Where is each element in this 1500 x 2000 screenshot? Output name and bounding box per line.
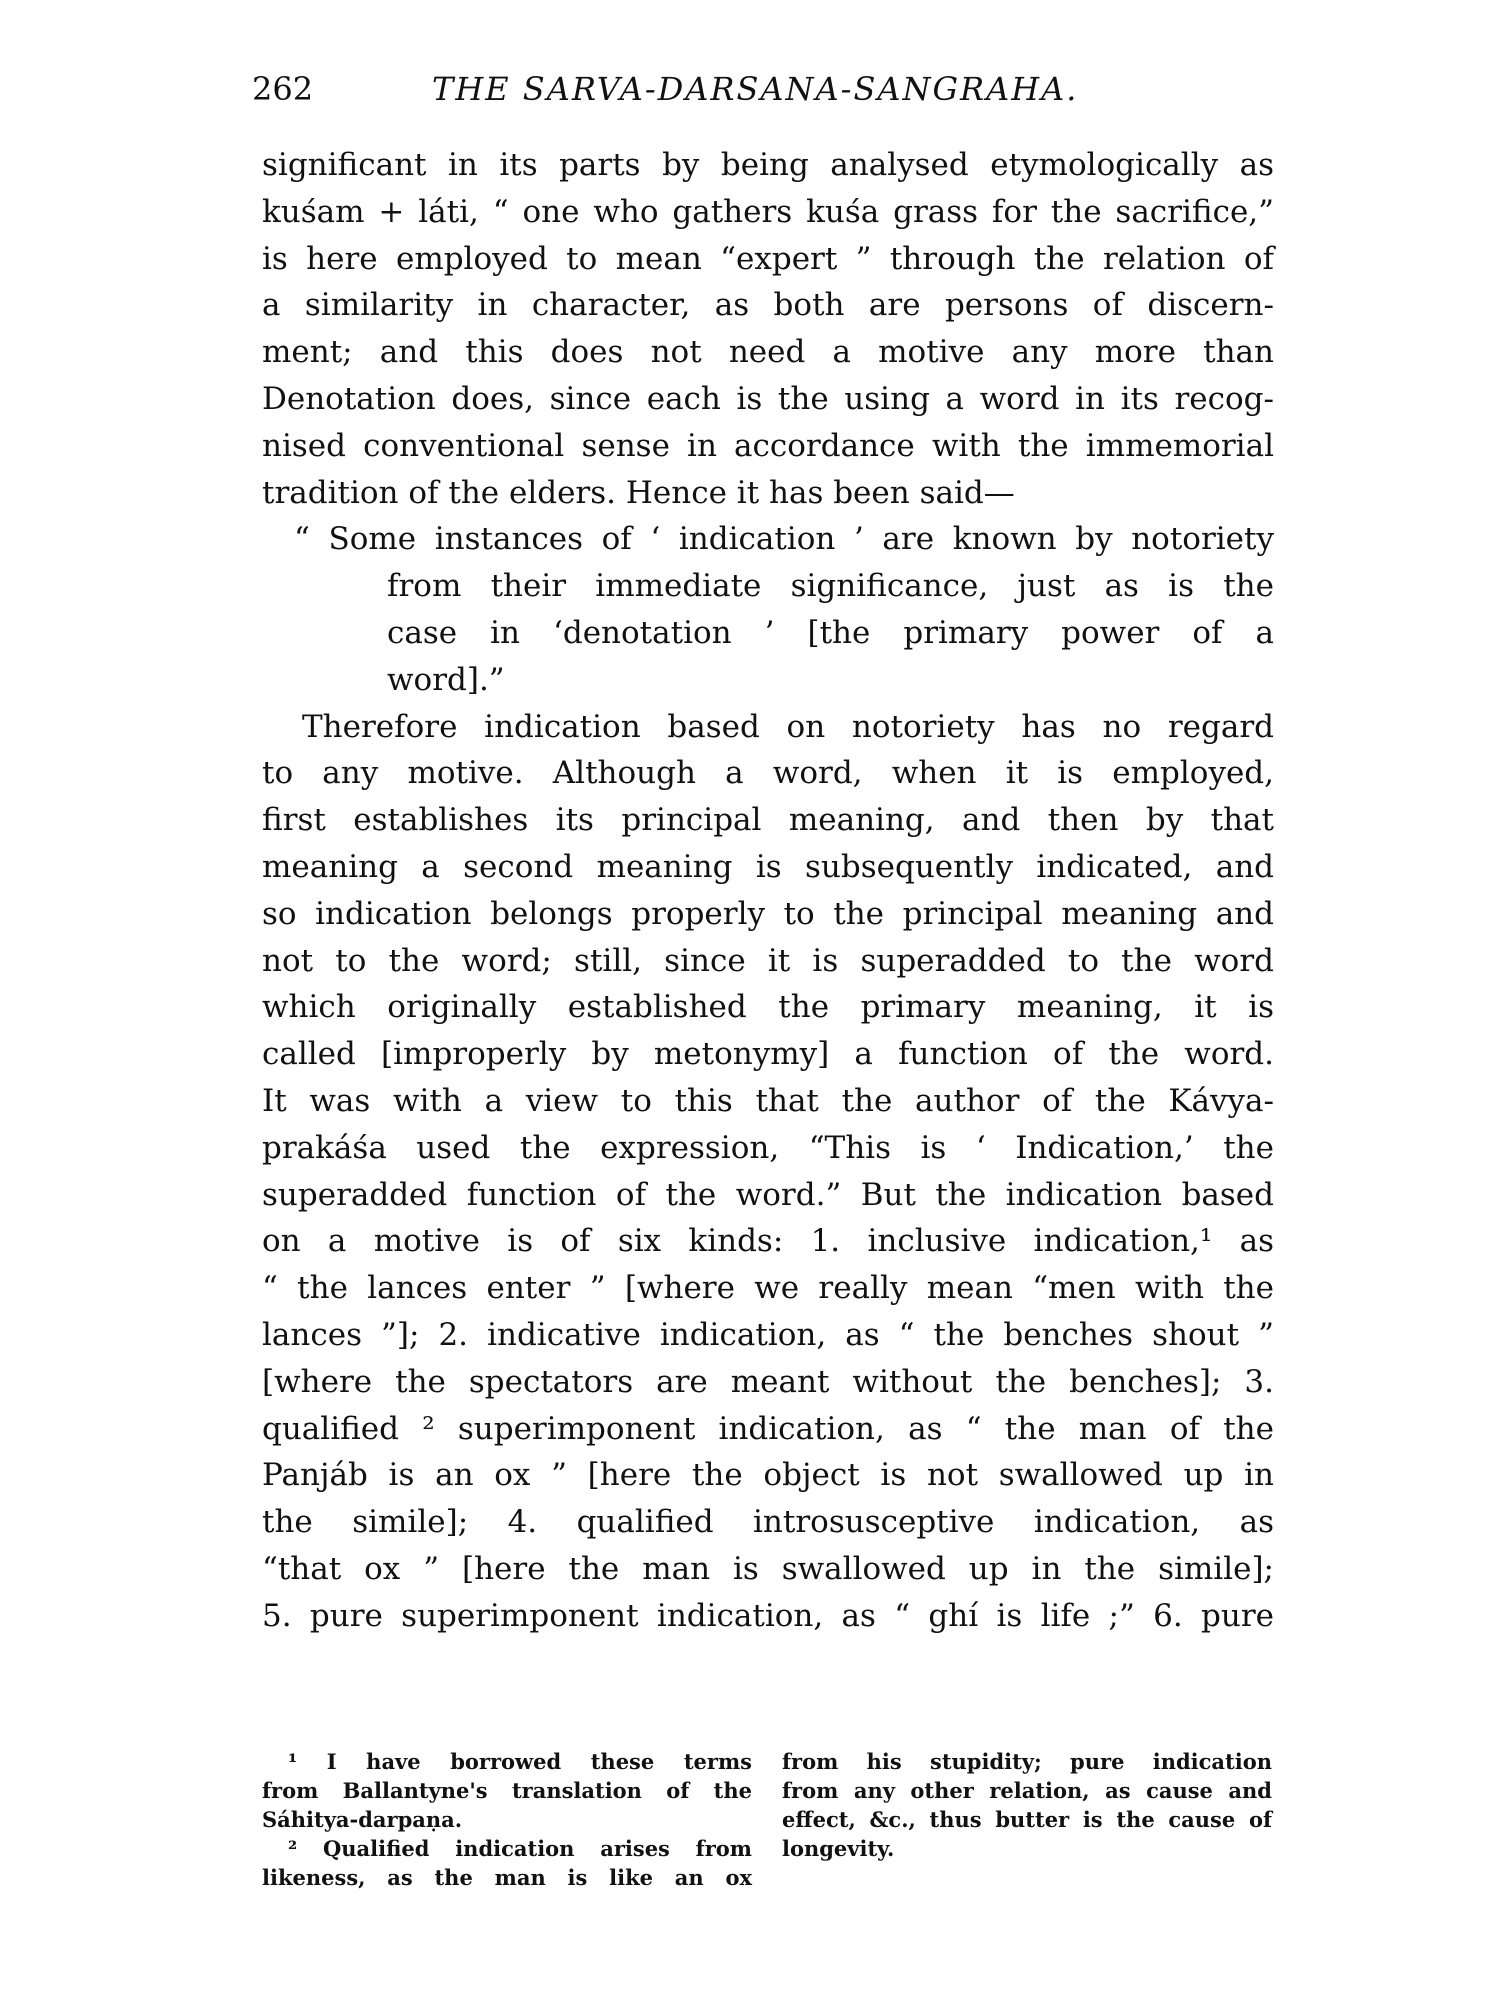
text-line: prakáśa used the expression, “This is ‘ Indication,’ the <box>262 1129 1274 1166</box>
quote-line: word].” <box>387 661 505 698</box>
text-line: “ the lances enter ” [where we really mean “men with the <box>262 1270 1274 1307</box>
main-text <box>262 142 1274 1640</box>
page-number: 262 <box>252 70 314 108</box>
footnote-line: from Ballantyne's translation of the <box>262 1778 752 1803</box>
text-line: meaning a second meaning is subsequently indicated, and <box>262 848 1274 885</box>
text-line: first establishes its principal meaning, and then by that <box>262 802 1274 839</box>
footnote-line: from any other relation, as cause and <box>782 1778 1272 1803</box>
quote-line: “ Some instances of ‘ indication ’ are known by notoriety <box>294 521 1274 558</box>
footnote-line: ² Qualified indication arises from <box>288 1836 752 1861</box>
text-line: Panjáb is an ox ” [here the object is not swallowed up in <box>262 1457 1274 1494</box>
text-line: significant in its parts by being analysed etymologically as <box>262 147 1274 183</box>
running-title: THE SARVA-DARSANA-SANGRAHA. <box>432 70 1079 108</box>
text-line: Denotation does, since each is the using a word in its recog- <box>262 380 1274 417</box>
text-line: so indication belongs properly to the principal meaning and <box>262 895 1274 932</box>
text-line: [where the spectators are meant without the benches]; 3. <box>262 1363 1274 1400</box>
text-line: It was with a view to this that the author of the Kávya- <box>262 1082 1274 1119</box>
footnote-line: longevity. <box>782 1836 895 1861</box>
text-line: kuśam + láti, “ one who gathers kuśa grass for the sacrifice,” <box>262 193 1274 230</box>
text-line: a similarity in character, as both are persons of discern- <box>262 287 1274 324</box>
text-line: “that ox ” [here the man is swallowed up in the simile]; <box>262 1550 1274 1587</box>
text-line: is here employed to mean “expert ” through the relation of <box>262 240 1274 277</box>
text-line: qualified ² superimponent indication, as “ the man of the <box>262 1410 1274 1447</box>
text-line: to any motive. Although a word, when it is employed, <box>262 755 1274 792</box>
text-line: called [improperly by metonymy] a function of the word. <box>262 1036 1274 1073</box>
text-line: on a motive is of six kinds: 1. inclusive indication,¹ as <box>262 1223 1274 1260</box>
footnote-line: Sáhitya-darpaṇa. <box>262 1807 463 1832</box>
footnotes-left-column <box>262 1747 752 1892</box>
footnote-line: likeness, as the man is like an ox <box>262 1865 752 1890</box>
text-line: ment; and this does not need a motive any more than <box>262 334 1274 371</box>
text-line: 5. pure superimponent indication, as “ ghí is life ;” 6. pure <box>262 1597 1274 1634</box>
quote-line: case in ‘denotation ’ [the primary power of a <box>387 614 1274 651</box>
footnote-line: effect, &c., thus butter is the cause of <box>782 1807 1272 1832</box>
text-line: not to the word; still, since it is superadded to the word <box>262 942 1274 979</box>
quote-line: from their immediate significance, just as is the <box>387 568 1274 605</box>
page-header <box>252 70 1252 130</box>
text-line: nised conventional sense in accordance with the immemorial <box>262 427 1274 464</box>
text-line: superadded function of the word.” But the indication based <box>262 1176 1274 1213</box>
text-line: tradition of the elders. Hence it has been said— <box>262 474 1015 511</box>
text-line: lances ”]; 2. indicative indication, as “ the benches shout ” <box>262 1316 1274 1353</box>
text-line: the simile]; 4. qualified introsusceptive indication, as <box>262 1504 1274 1541</box>
footnote-line: from his stupidity; pure indication <box>782 1749 1272 1774</box>
footnote-line: ¹ I have borrowed these terms <box>288 1749 752 1774</box>
text-line: Therefore indication based on notoriety has no regard <box>302 708 1274 745</box>
text-line: which originally established the primary meaning, it is <box>262 989 1274 1026</box>
footnotes-right-column <box>782 1747 1272 1863</box>
